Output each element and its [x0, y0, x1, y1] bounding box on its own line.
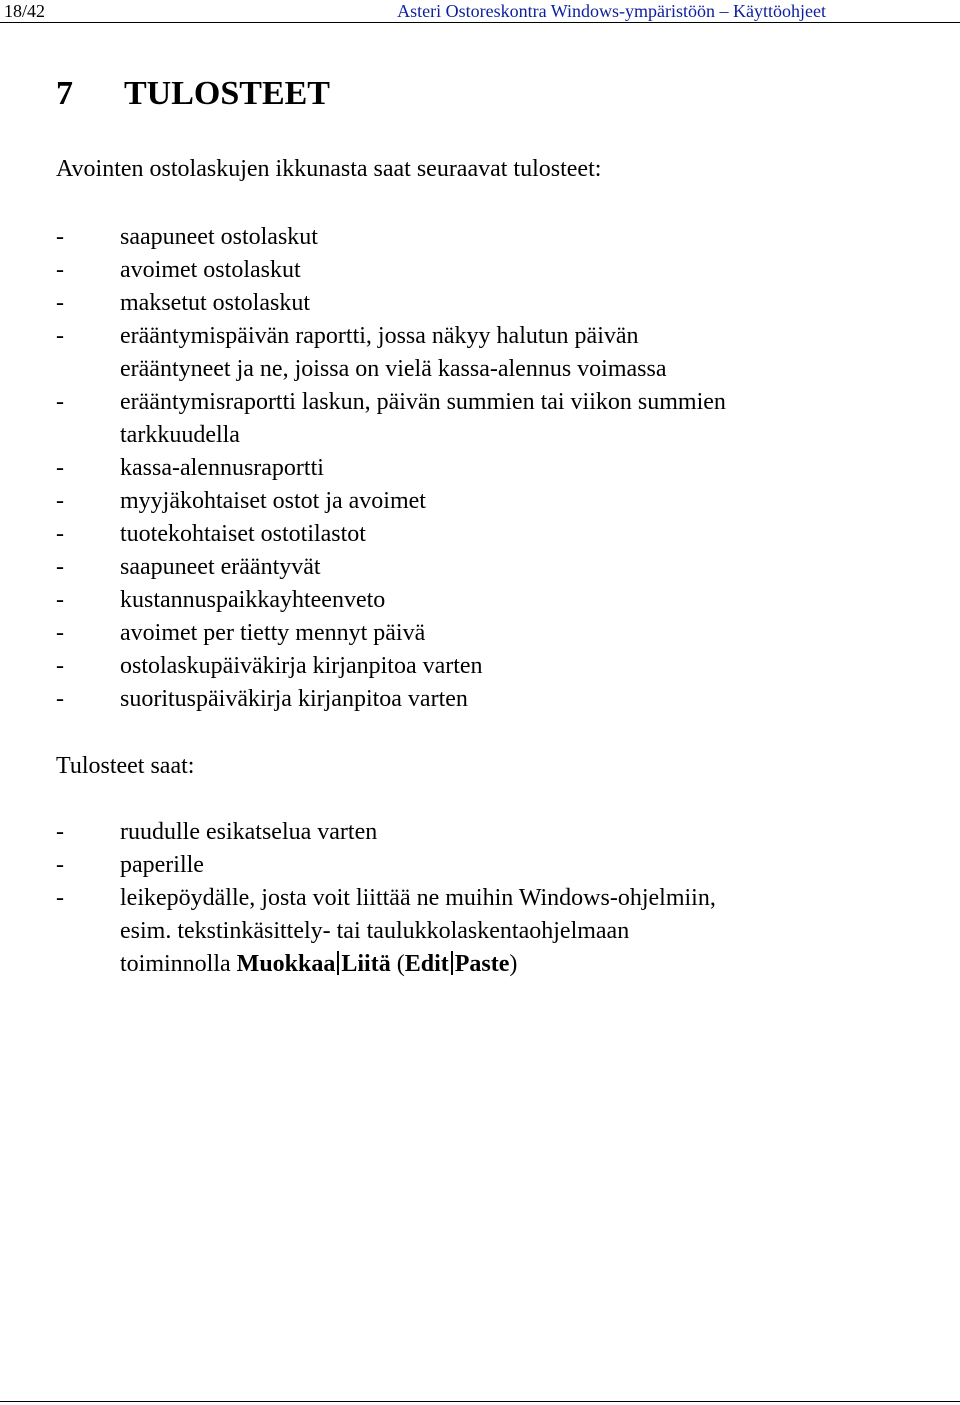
- report-list-item: [56, 287, 726, 320]
- list-dash: -: [56, 323, 64, 349]
- report-line: saapuneet erääntyvät: [120, 554, 321, 580]
- footer-rule: [0, 1401, 960, 1402]
- list-dash: -: [56, 885, 64, 911]
- output-screen: ruudulle esikatselua varten: [120, 819, 378, 845]
- output-list: [56, 816, 716, 981]
- report-line: avoimet ostolaskut: [120, 257, 301, 283]
- report-line: kassa-alennusraportti: [120, 455, 324, 481]
- menu-separator: [451, 951, 453, 975]
- chapter-heading: [56, 74, 330, 114]
- report-list: [56, 221, 726, 716]
- page-number: 18/42: [4, 1, 46, 21]
- list-dash: -: [56, 587, 64, 613]
- report-list-item: [56, 551, 726, 584]
- chapter-title: TULOSTEET: [124, 75, 330, 112]
- list-dash: -: [56, 554, 64, 580]
- report-list-item: [56, 518, 726, 551]
- report-line: erääntymisraportti laskun, päivän summien tai viikon summien: [120, 389, 726, 415]
- list-dash: -: [56, 620, 64, 646]
- report-line: suorituspäiväkirja kirjanpitoa varten: [120, 686, 468, 712]
- report-line: tarkkuudella: [120, 422, 240, 448]
- report-line: erääntyneet ja ne, joissa on vielä kassa-alennus voimassa: [120, 356, 667, 382]
- menu-separator: [337, 951, 339, 975]
- report-list-item: [56, 650, 726, 683]
- report-list-item: [56, 617, 726, 650]
- intro-paragraph: Avointen ostolaskujen ikkunasta saat seuraavat tulosteet:: [56, 156, 602, 182]
- list-item: [56, 816, 716, 849]
- report-list-item: [56, 452, 726, 485]
- list-dash: -: [56, 819, 64, 845]
- report-line: tuotekohtaiset ostotilastot: [120, 521, 366, 547]
- list-dash: -: [56, 257, 64, 283]
- list-item: [56, 849, 716, 882]
- list-dash: -: [56, 521, 64, 547]
- report-list-item: [56, 584, 726, 617]
- report-list-item: [56, 683, 726, 716]
- outputs-heading: Tulosteet saat:: [56, 753, 195, 779]
- list-dash: -: [56, 224, 64, 250]
- list-dash: -: [56, 389, 64, 415]
- list-dash: -: [56, 488, 64, 514]
- report-list-item: [56, 320, 726, 386]
- report-list-item: [56, 254, 726, 287]
- menu-command-en-edit: Edit: [404, 951, 449, 977]
- report-list-item: [56, 221, 726, 254]
- list-dash: -: [56, 686, 64, 712]
- list-dash: -: [56, 852, 64, 878]
- report-line: erääntymispäivän raportti, jossa näkyy halutun päivän: [120, 323, 639, 349]
- menu-command-fi-edit: Muokkaa: [236, 951, 336, 977]
- report-line: myyjäkohtaiset ostot ja avoimet: [120, 488, 426, 514]
- output-paper: paperille: [120, 852, 204, 878]
- report-line: saapuneet ostolaskut: [120, 224, 318, 250]
- list-dash: -: [56, 290, 64, 316]
- paren-open: (: [390, 951, 405, 977]
- list-dash: -: [56, 455, 64, 481]
- report-line: maksetut ostolaskut: [120, 290, 310, 316]
- report-list-item: [56, 386, 726, 452]
- running-title: Asteri Ostoreskontra Windows-ympäristöön – Käyttöohjeet: [397, 1, 826, 21]
- paren-close: ): [509, 951, 518, 977]
- chapter-number: 7: [56, 75, 73, 112]
- report-line: kustannuspaikkayhteenveto: [120, 587, 386, 613]
- output-clipboard-line: [120, 948, 716, 981]
- list-dash: -: [56, 653, 64, 679]
- report-list-item: [56, 485, 726, 518]
- menu-command-en-paste: Paste: [454, 951, 510, 977]
- menu-command-fi-paste: Liitä: [341, 951, 391, 977]
- clipboard-prefix: toiminnolla: [120, 951, 237, 977]
- page-header: [0, 0, 960, 24]
- header-rule: [0, 22, 960, 23]
- output-clipboard-line: leikepöydälle, josta voit liittää ne muihin Windows-ohjelmiin,: [120, 885, 716, 911]
- report-line: avoimet per tietty mennyt päivä: [120, 620, 426, 646]
- output-clipboard-line: esim. tekstinkäsittely- tai taulukkolaskentaohjelmaan: [120, 918, 630, 944]
- list-item: [56, 882, 716, 981]
- report-line: ostolaskupäiväkirja kirjanpitoa varten: [120, 653, 483, 679]
